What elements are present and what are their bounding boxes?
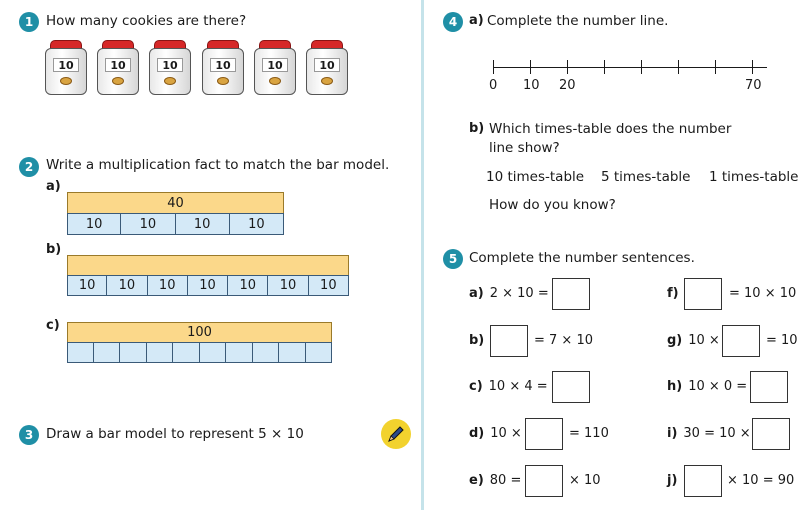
bar-cell — [147, 342, 174, 363]
cookie-icon — [321, 77, 333, 85]
cookie-icon — [60, 77, 72, 85]
sentence-j — [667, 473, 683, 488]
sentence-h — [667, 379, 747, 394]
answer-box-i[interactable] — [752, 418, 790, 450]
bar-cell: 10 — [67, 275, 107, 296]
sentence-g-pre: 10 × — [688, 333, 720, 348]
bar-a-total: 40 — [67, 192, 284, 214]
number-line-tick — [604, 60, 605, 74]
cookie-jar — [44, 40, 88, 96]
option-5-times-table[interactable]: 5 times-table — [601, 169, 691, 185]
jar-label: 10 — [157, 58, 183, 72]
sentence-e-post: × 10 — [569, 473, 601, 488]
cookie-jar — [96, 40, 140, 96]
bar-cell: 10 — [230, 213, 284, 235]
bar-cell: 10 — [228, 275, 268, 296]
cookie-icon — [164, 77, 176, 85]
number-line-label: 20 — [559, 78, 576, 93]
q4-part-a-label: a) — [469, 13, 484, 28]
sentence-f-post: = 10 × 10 — [729, 286, 797, 301]
bar-cell: 10 — [67, 213, 121, 235]
sentence-i — [667, 426, 751, 441]
question-4-number: 4 — [443, 12, 463, 32]
sentence-j-post: × 10 = 90 — [727, 473, 795, 488]
bar-c-parts — [67, 342, 332, 363]
bar-cell — [226, 342, 253, 363]
pencil-icon — [381, 419, 411, 449]
sentence-e-label: e) — [469, 473, 484, 488]
answer-box-h[interactable] — [750, 371, 788, 403]
question-1-text: How many cookies are there? — [46, 13, 247, 29]
sentence-e-pre: 80 = — [489, 473, 522, 488]
sentence-b-post: = 7 × 10 — [534, 333, 593, 348]
answer-box-f[interactable] — [684, 278, 722, 310]
question-3-number: 3 — [19, 425, 39, 445]
option-10-times-table[interactable]: 10 times-table — [486, 169, 585, 185]
sentence-f-label: f) — [667, 286, 679, 301]
number-line-tick — [752, 60, 753, 74]
sentence-d — [469, 426, 522, 441]
bar-cell: 10 — [176, 213, 230, 235]
bar-cell — [94, 342, 121, 363]
q4-part-b-text-line2: line show? — [489, 140, 560, 156]
sentence-h-pre: 10 × 0 = — [688, 379, 748, 394]
sentence-a — [469, 286, 549, 301]
bar-cell: 10 — [121, 213, 175, 235]
sentence-g-post: = 10 — [766, 333, 798, 348]
sentence-i-pre: 30 = 10 × — [683, 426, 751, 441]
bar-b-parts — [67, 275, 349, 296]
sentence-d-pre: 10 × — [490, 426, 522, 441]
sentence-j-label: j) — [667, 473, 678, 488]
question-2-text: Write a multiplication fact to match the bar model. — [46, 157, 390, 173]
question-2-number: 2 — [19, 157, 39, 177]
answer-box-e[interactable] — [525, 465, 563, 497]
jar-label: 10 — [53, 58, 79, 72]
bar-a-parts — [67, 213, 284, 235]
answer-box-g[interactable] — [722, 325, 760, 357]
how-do-you-know-text: How do you know? — [489, 197, 616, 213]
number-line-label: 10 — [523, 78, 540, 93]
cookie-icon — [269, 77, 281, 85]
question-5-number: 5 — [443, 249, 463, 269]
bar-cell: 10 — [268, 275, 308, 296]
cookie-icon — [112, 77, 124, 85]
sentence-a-pre: 2 × 10 = — [489, 286, 549, 301]
part-c-label: c) — [46, 318, 60, 333]
sentence-i-label: i) — [667, 426, 678, 441]
bar-cell: 10 — [309, 275, 349, 296]
sentence-c — [469, 379, 548, 394]
bar-cell — [253, 342, 280, 363]
jar-label: 10 — [105, 58, 131, 72]
sentence-f — [667, 286, 685, 301]
number-line-label: 0 — [489, 78, 498, 93]
number-line — [493, 67, 767, 68]
bar-cell — [120, 342, 147, 363]
answer-box-d[interactable] — [525, 418, 563, 450]
bar-cell — [67, 342, 94, 363]
q4-part-a-text: Complete the number line. — [487, 13, 669, 29]
part-a-label: a) — [46, 179, 61, 194]
bar-cell: 10 — [148, 275, 188, 296]
sentence-e — [469, 473, 521, 488]
question-3-text: Draw a bar model to represent 5 × 10 — [46, 426, 304, 442]
q4-part-b-text-line1: Which times-table does the number — [489, 121, 732, 137]
sentence-a-label: a) — [469, 286, 484, 301]
bar-cell — [306, 342, 333, 363]
sentence-g-label: g) — [667, 333, 683, 348]
bar-cell: 10 — [188, 275, 228, 296]
jar-label: 10 — [262, 58, 288, 72]
answer-box-a[interactable] — [552, 278, 590, 310]
sentence-d-label: d) — [469, 426, 485, 441]
bar-cell: 10 — [107, 275, 147, 296]
number-line-tick — [567, 60, 568, 74]
number-line-label: 70 — [745, 78, 762, 93]
cookie-jar — [253, 40, 297, 96]
page-divider — [421, 0, 424, 510]
sentence-h-label: h) — [667, 379, 683, 394]
bar-b-total — [67, 255, 349, 276]
cookie-jar — [148, 40, 192, 96]
jar-label: 10 — [314, 58, 340, 72]
jar-label: 10 — [210, 58, 236, 72]
sentence-b — [469, 333, 490, 348]
cookie-jar — [305, 40, 349, 96]
cookie-jar — [201, 40, 245, 96]
bar-cell — [279, 342, 306, 363]
sentence-g — [667, 333, 720, 348]
number-line-tick — [641, 60, 642, 74]
number-line-tick — [493, 60, 494, 74]
answer-box-j[interactable] — [684, 465, 722, 497]
question-1-number: 1 — [19, 12, 39, 32]
option-1-times-table[interactable]: 1 times-table — [709, 169, 799, 185]
number-line-tick — [530, 60, 531, 74]
q4-part-b-label: b) — [469, 121, 485, 136]
question-5-text: Complete the number sentences. — [469, 250, 695, 266]
sentence-c-pre: 10 × 4 = — [488, 379, 548, 394]
number-line-tick — [715, 60, 716, 74]
number-line-tick — [678, 60, 679, 74]
answer-box-c[interactable] — [552, 371, 590, 403]
part-b-label: b) — [46, 242, 62, 257]
cookie-icon — [217, 77, 229, 85]
bar-cell — [200, 342, 227, 363]
answer-box-b[interactable] — [490, 325, 528, 357]
sentence-c-label: c) — [469, 379, 483, 394]
bar-c-total: 100 — [67, 322, 332, 343]
sentence-d-post: = 110 — [569, 426, 609, 441]
sentence-b-label: b) — [469, 333, 485, 348]
bar-cell — [173, 342, 200, 363]
